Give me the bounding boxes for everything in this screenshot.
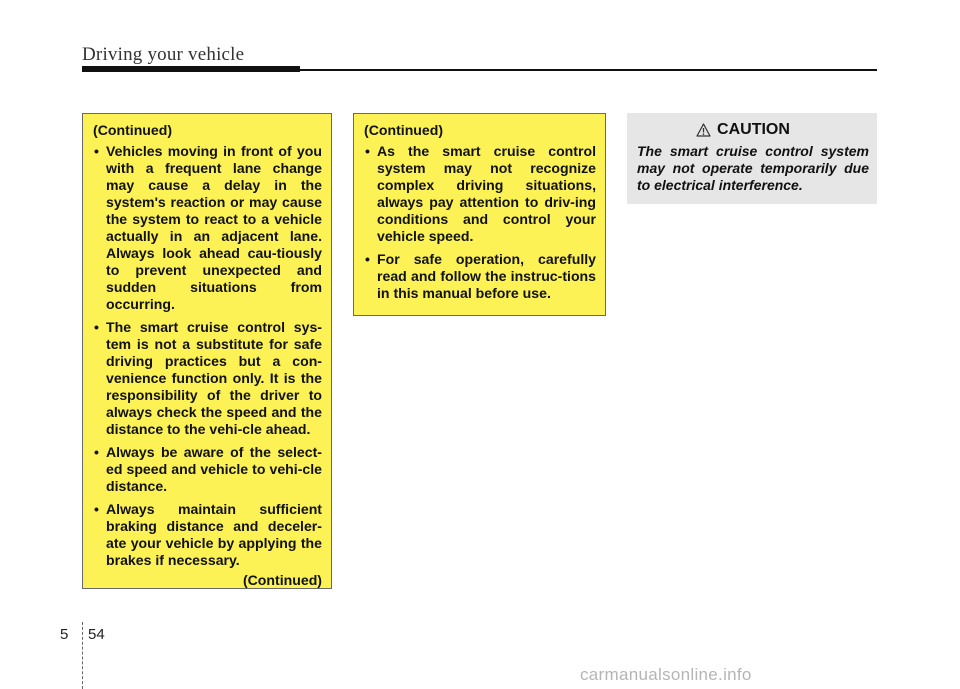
bullet-text: For safe operation, carefully read and follow the instruc-tions in this manual before use. [377, 251, 596, 301]
bullet-text: Vehicles moving in front of you with a frequent lane change may cause a delay in the system's reaction or may cause the system to react to a vehicle actually in an adjacent lane. Always look ahead cau-tiously to prevent unexpected and sudden situations from occurring. [106, 143, 322, 312]
warning-box-left [82, 113, 332, 589]
continued-label: (Continued) [93, 122, 173, 138]
bullet-text: The smart cruise control sys-tem is not a substitute for safe driving practices but a con-venience function only. It is the responsibility of the driver to always check the speed and the distance to the vehi-cle ahead. [106, 319, 322, 437]
continued-label-bottom: (Continued) [242, 572, 322, 588]
bullet-dot: • [94, 143, 99, 159]
bullet-dot: • [365, 143, 370, 159]
section-title: Driving your vehicle [82, 44, 245, 65]
caution-text: The smart cruise control system may not operate temporarily due to electrical interference. [637, 143, 869, 193]
caution-title: CAUTION [717, 121, 790, 138]
list-item [93, 444, 322, 495]
page-number-divider [82, 622, 83, 689]
bullet-text: Always be aware of the select-ed speed and vehicle to vehi-cle distance. [106, 444, 322, 494]
bullet-text: Always maintain sufficient braking distance and deceler-ate your vehicle by applying the brakes if necessary. [106, 501, 322, 568]
bullet-dot: • [94, 501, 99, 517]
continued-label: (Continued) [364, 122, 444, 138]
header-rule-thin [300, 69, 877, 71]
header-rule-thick [82, 66, 300, 72]
list-item [364, 251, 596, 302]
page-number: 54 [88, 626, 105, 643]
list-item [93, 319, 322, 438]
watermark: carmanualsonline.info [580, 665, 752, 684]
bullet-text: As the smart cruise control system may not recognize complex driving situations, always pay attention to driv-ing conditions and control your vehicle speed. [377, 143, 596, 244]
bullet-dot: • [94, 319, 99, 335]
caution-box [627, 113, 877, 204]
list-item [93, 501, 322, 569]
bullet-list [364, 143, 596, 302]
chapter-number: 5 [60, 626, 69, 643]
list-item [93, 143, 322, 313]
bullet-dot: • [365, 251, 370, 267]
list-item [364, 143, 596, 245]
bullet-dot: • [94, 444, 99, 460]
bullet-list [93, 143, 322, 569]
warning-box-middle [353, 113, 606, 316]
warning-triangle-icon [696, 123, 711, 137]
caution-header [637, 121, 869, 139]
